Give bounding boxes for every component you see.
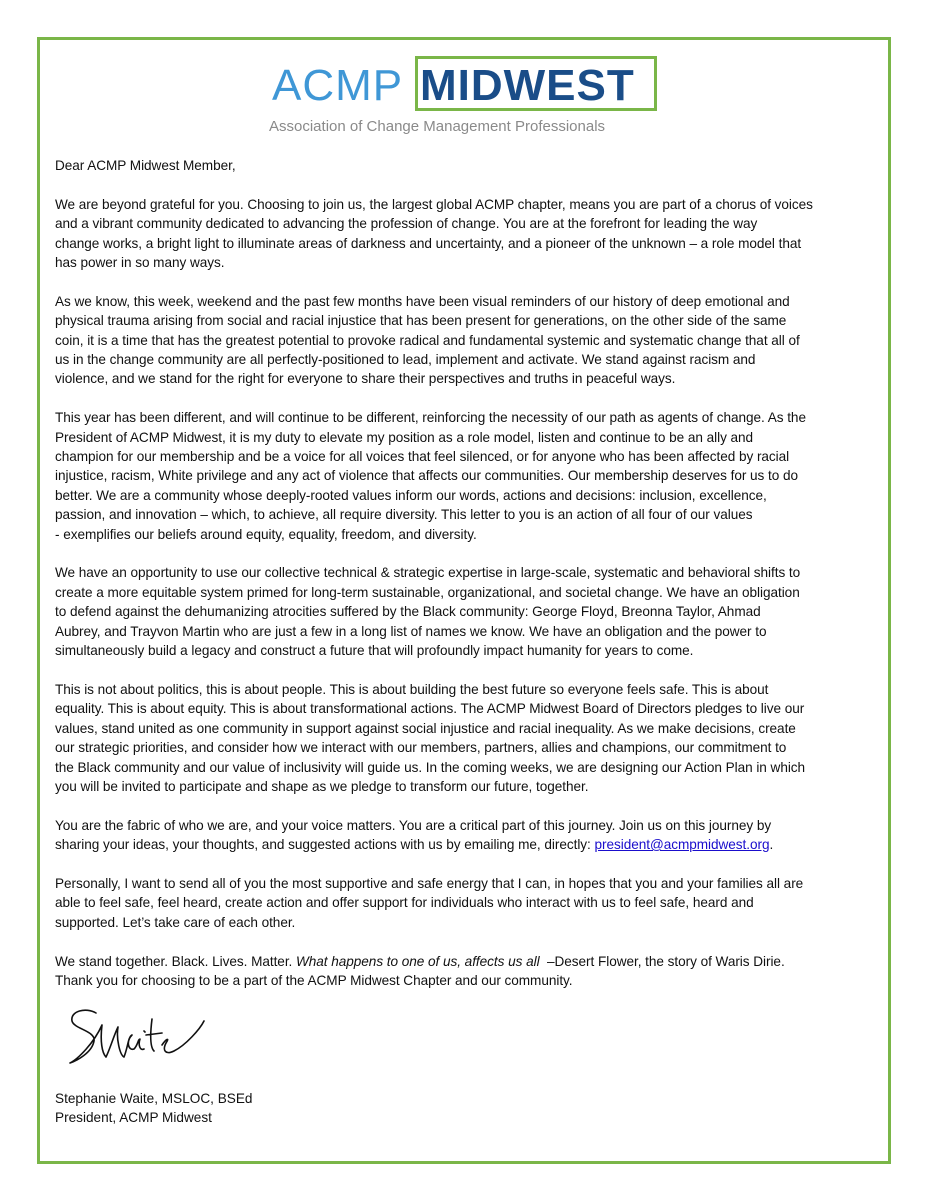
paragraph-4	[55, 563, 813, 660]
text-line: violence, and we stand for the right for everyone to share their perspectives and truths in peaceful ways.	[55, 371, 676, 387]
quote: What happens to one of us, affects us all	[296, 953, 540, 969]
text-line: has power in so many ways.	[55, 255, 225, 271]
text-line: to defend against the dehumanizing atrocities suffered by the Black community: George Floyd, Breonna Taylor, Ahmad	[55, 604, 761, 620]
paragraph-2	[55, 292, 813, 389]
text-line: We are beyond grateful for you. Choosing to join us, the largest global ACMP chapter, means you are part of a chorus of voices	[55, 196, 813, 212]
paragraph-5	[55, 680, 813, 796]
text-line: us in the change community are all perfectly-positioned to lead, implement and activate. We stand against racism and	[55, 352, 756, 368]
text-line: Thank you for choosing to be a part of the ACMP Midwest Chapter and our community.	[55, 972, 573, 988]
text-line: simultaneously build a legacy and construct a future that will profoundly impact humanity for years to come.	[55, 643, 694, 659]
signoff	[55, 1089, 252, 1128]
signature	[66, 1005, 216, 1070]
paragraph-3	[55, 408, 813, 544]
text-line: This year has been different, and will continue to be different, reinforcing the necessity of our path as agents of change. As the	[55, 410, 806, 426]
text-line: you will be invited to participate and shape as we pledge to transform our future, together.	[55, 778, 589, 794]
paragraph-6	[55, 816, 813, 855]
text-line: We have an opportunity to use our collective technical & strategic expertise in large-scale, systematic and behavioral shifts to	[55, 565, 801, 581]
text-line	[55, 835, 813, 854]
paragraph-8	[55, 952, 813, 991]
text-line: our strategic priorities, and consider how we interact with our members, partners, allies and champions, our commitment to	[55, 740, 787, 756]
logo-tagline: Association of Change Management Professionals	[269, 118, 606, 135]
paragraph-1	[55, 195, 813, 273]
text-line: and a vibrant community dedicated to advancing the profession of change. You are at the forefront for leading the way	[55, 216, 758, 232]
text-line: injustice, racism, White privilege and any act of violence that affects our communities. Our membership deserves for us to do	[55, 468, 799, 484]
signer-title: President, ACMP Midwest	[55, 1110, 212, 1126]
text-line: You are the fabric of who we are, and your voice matters. You are a critical part of this journey. Join us on this journey by	[55, 817, 772, 833]
text-line: This is not about politics, this is about people. This is about building the best future so everyone feels safe. This is about	[55, 681, 769, 697]
text-line	[55, 952, 813, 971]
text-line: champion for our membership and be a voice for all voices that feel silenced, or for anyone who has been affected by racial	[55, 449, 790, 465]
text: We stand together. Black. Lives. Matter.	[55, 953, 296, 969]
text-line: President of ACMP Midwest, it is my duty to elevate my position as a role model, listen and continue to be an ally and	[55, 429, 754, 445]
text-line: physical trauma arising from social and racial injustice that has been present for generations, on the other side of the same	[55, 313, 787, 329]
text-line: - exemplifies our beliefs around equity, equality, freedom, and diversity.	[55, 526, 477, 542]
text: .	[769, 837, 774, 853]
text-line: As we know, this week, weekend and the past few months have been visual reminders of our history of deep emotional and	[55, 293, 790, 309]
paragraph-7	[55, 874, 813, 932]
text-line: better. We are a community whose deeply-rooted values inform our words, actions and decisions: inclusion, excellence,	[55, 487, 767, 503]
acmp-midwest-logo	[269, 55, 662, 140]
salutation: Dear ACMP Midwest Member,	[55, 158, 236, 173]
text-line: equality. This is about equity. This is about transformational actions. The ACMP Midwest Board of Directors pledges to live our	[55, 701, 805, 717]
text-line: change works, a bright light to illuminate areas of darkness and uncertainty, and a pioneer of the unknown – a role model that	[55, 235, 802, 251]
logo-midwest: MIDWEST	[420, 61, 635, 110]
text-line: Personally, I want to send all of you the most supportive and safe energy that I can, in hopes that you and your families all are	[55, 875, 804, 891]
text-line: able to feel safe, feel heard, create action and offer support for individuals who interact with us to feel safe, heard and	[55, 895, 754, 911]
text: sharing your ideas, your thoughts, and suggested actions with us by emailing me, directly:	[55, 837, 595, 853]
letter-body	[55, 156, 813, 1010]
text-line: create a more equitable system primed for long-term sustainable, organizational, and societal change. We have an obligation	[55, 584, 800, 600]
text: –Desert Flower, the story of Waris Dirie.	[539, 953, 785, 969]
logo-acmp: ACMP	[272, 61, 404, 110]
text-line: coin, it is a time that has the greatest potential to provoke radical and fundamental systemic and systematic change that all of	[55, 332, 800, 348]
text-line: values, stand united as one community in support against social injustice and racial inequality. As we make decisions, create	[55, 720, 796, 736]
text-line: the Black community and our value of inclusivity will guide us. In the coming weeks, we are designing our Action Plan in which	[55, 759, 806, 775]
signer-name: Stephanie Waite, MSLOC, BSEd	[55, 1091, 253, 1106]
text-line: Aubrey, and Trayvon Martin who are just a few in a long list of names we know. We have an obligation and the power to	[55, 623, 767, 639]
text-line: passion, and innovation – which, to achieve, all require diversity. This letter to you is an action of all four of our values	[55, 507, 753, 523]
text-line: supported. Let’s take care of each other.	[55, 914, 296, 930]
email-link[interactable]: president@acmpmidwest.org	[594, 837, 770, 853]
